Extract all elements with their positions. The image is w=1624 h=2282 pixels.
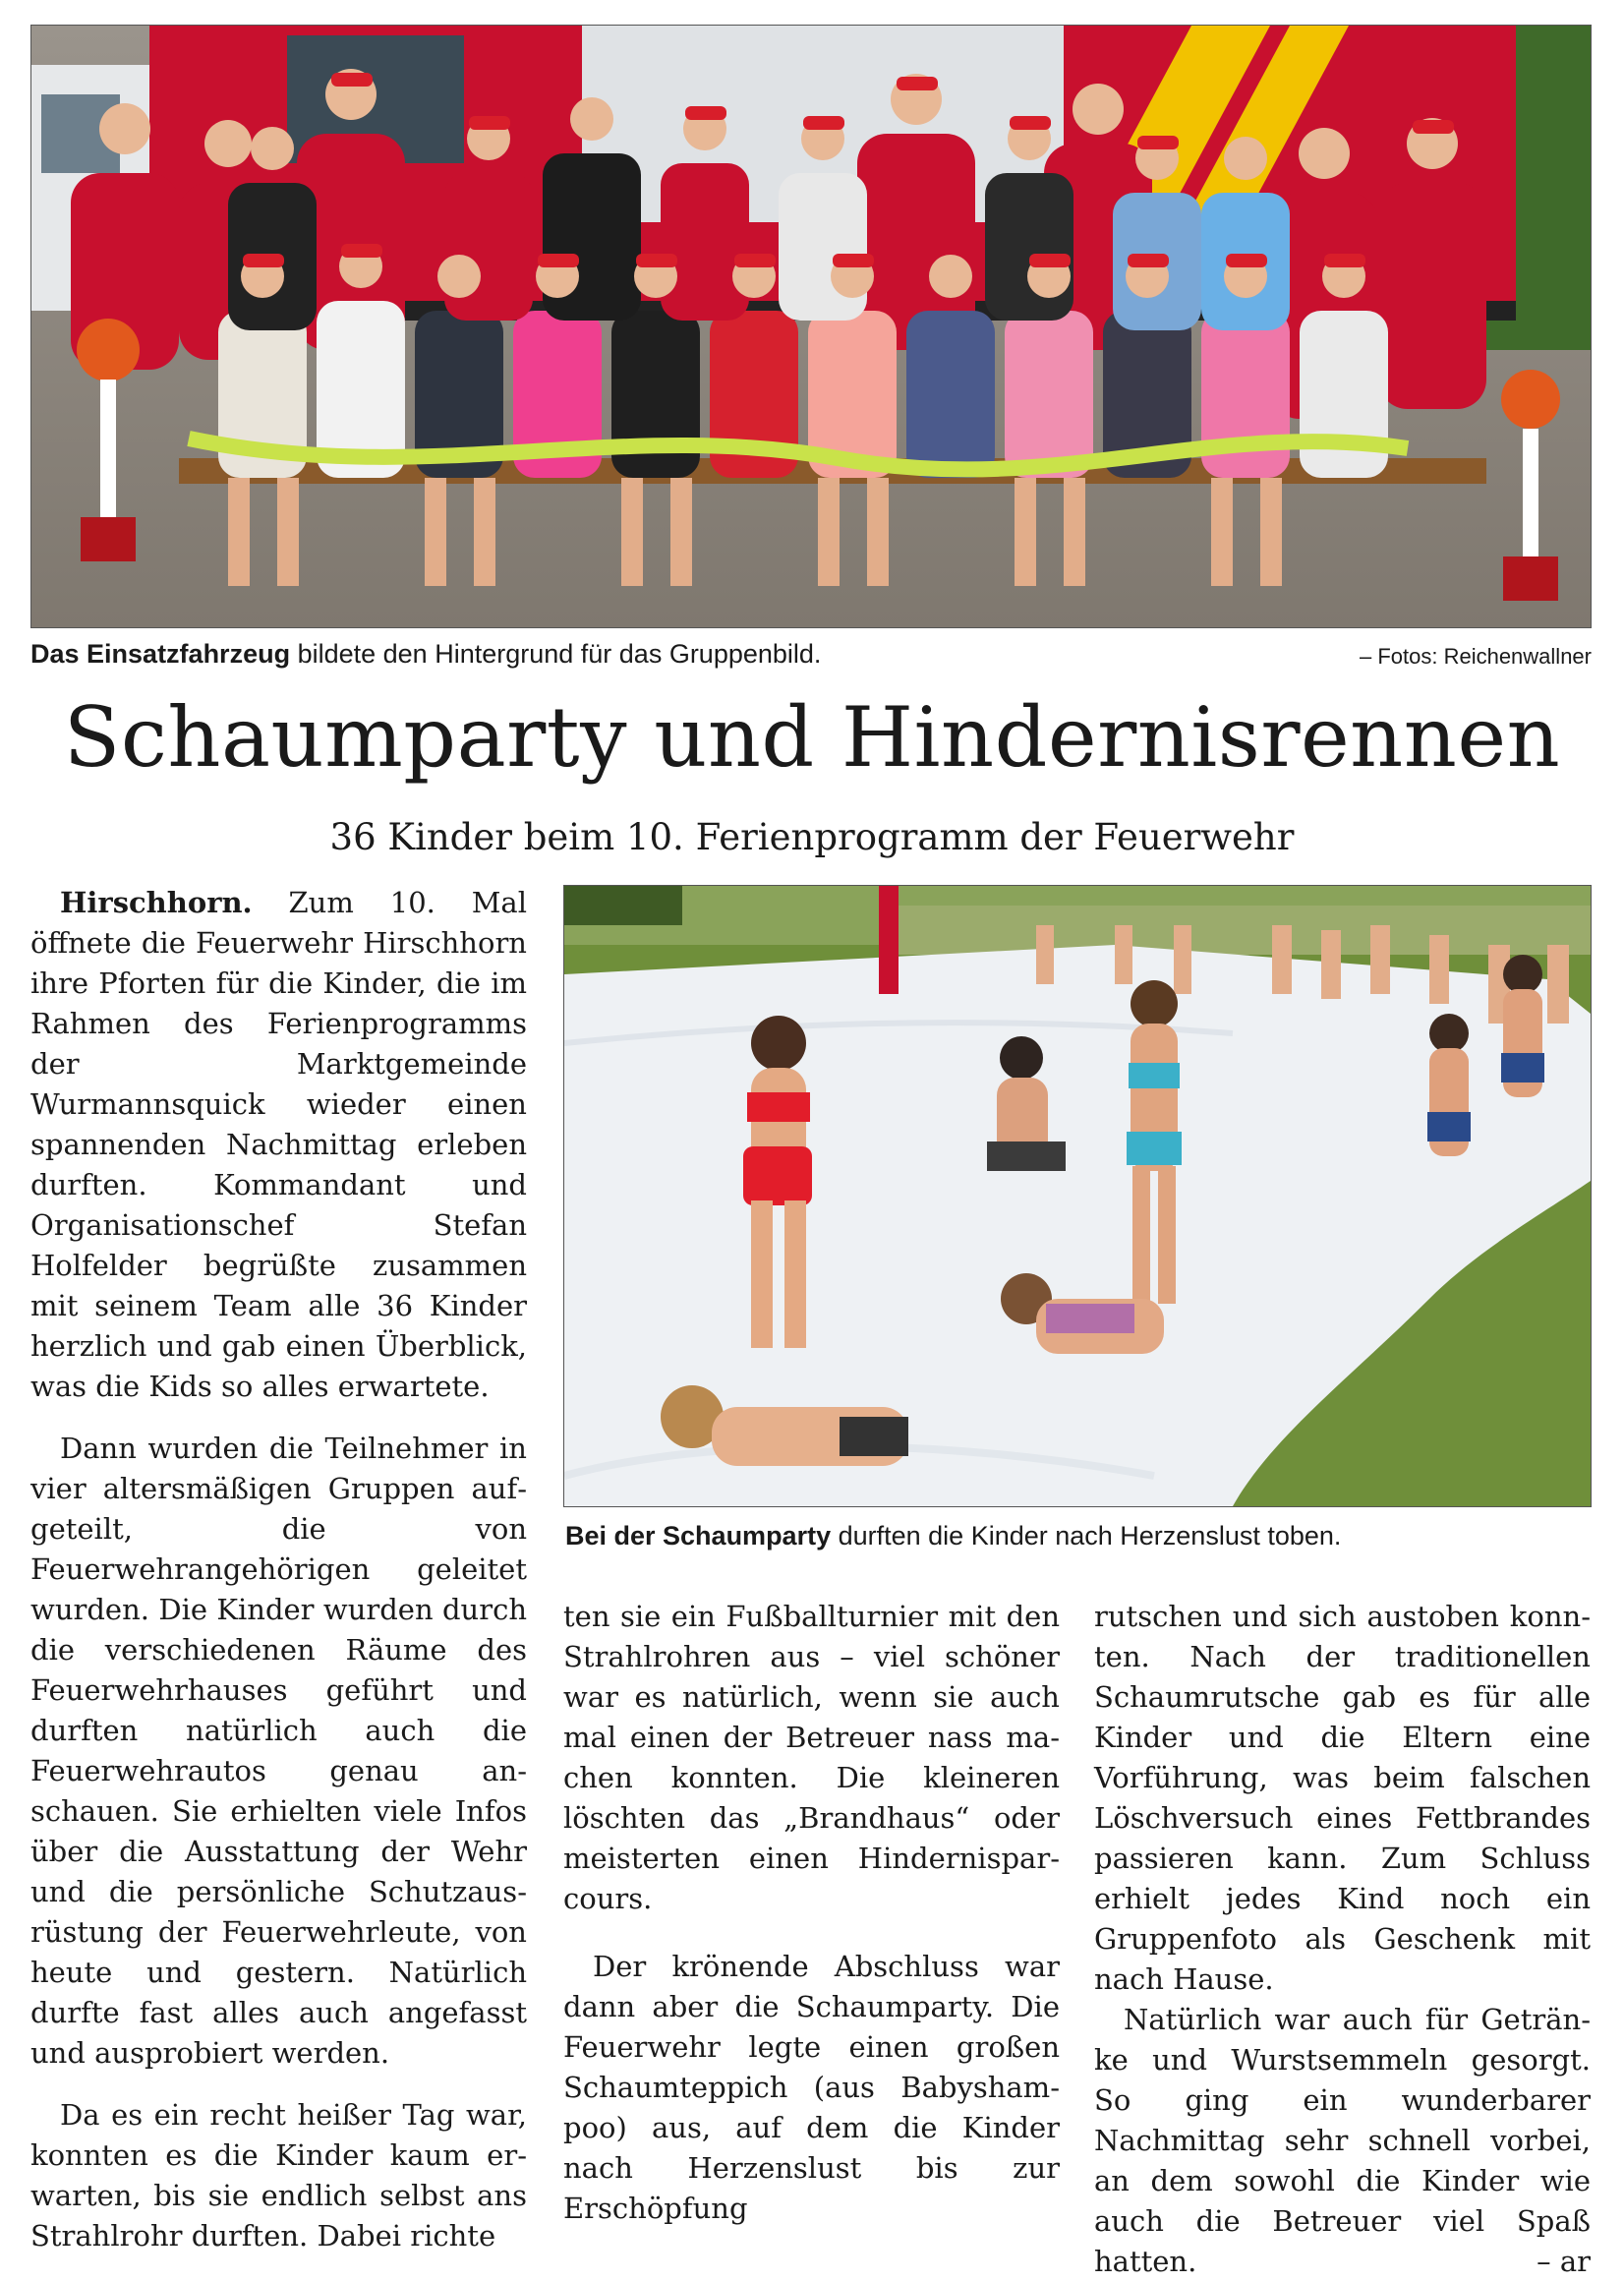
subheadline: 36 Kinder beim 10. Ferienprogramm der Feuerwehr [329, 816, 1295, 858]
author-signature: – ar [1537, 2245, 1591, 2278]
group-photo-caption-text: bildete den Hintergrund für das Gruppenbild. [290, 639, 822, 669]
headline: Schaumparty und Hindernisrennen [63, 689, 1561, 786]
foam-photo-caption [565, 1519, 1341, 1552]
group-photo-caption [30, 637, 821, 671]
foam-party-photo [563, 885, 1592, 1507]
article-paragraph: Da es ein recht heißer Tag war, konnten es die Kinder kaum erwarten, bis sie endlich selbst ans Strahlrohr durften. Dabei richte [30, 2098, 527, 2253]
article-paragraph: Dann wurden die Teilnehmer in vier altersmäßigen Gruppen aufgeteilt, die von Feuerwehrangehörigen geleitet wurden. Die Kinder wurden durch die verschiedenen Räume des Feuerwehrhauses geführt und durften natürlich auch die Feuerwehrautos genau anschauen. Sie erhielten viele Infos über die Ausstattung der Wehr und die persönliche Schutzausrüstung der Feuerwehrleute, von heute und gestern. Natürlich durfte fast alles auch angefasst und ausprobiert werden. [30, 1432, 527, 2070]
foam-photo-caption-bold: Bei der Schaumparty [565, 1521, 832, 1551]
article-text: Zum 10. Mal öffnete die Feuerwehr Hirschhorn ihre Pforten für die Kinder, die im Rahmen des Ferienprogramms der Marktgemeinde Wurmannsquick wieder einen spannenden Nachmittag erleben durften. Kommandant und Organisationschef Stefan Holfelder begrüßte zusammen mit seinem Team alle 36 Kinder herzlich und gab einen Überblick, was die Kids so alles erwartete. [30, 886, 527, 1403]
article-paragraph: Der krönende Abschluss war dann aber die Schaumparty. Die Feuerwehr legte einen großen Schaumteppich (aus Babyshampoo) aus, auf dem die Kinder nach Herzenslust bis zur Erschöpfung [563, 1950, 1060, 2225]
group-photo-illustration [31, 26, 1591, 627]
article-column-1 [30, 883, 527, 2256]
article-paragraph [30, 883, 527, 1407]
foam-party-illustration [564, 886, 1591, 1506]
article-text: Natürlich war auch für Getränke und Wurstsemmeln gesorgt. So ging ein wunderbarer Nachmittag sehr schnell vorbei, an dem sowohl die Kinder wie auch die Betreuer viel Spaß hatten. [1094, 2003, 1591, 2278]
article-dateline: Hirschhorn. [60, 886, 253, 919]
article-paragraph: rutschen und sich austoben konnten. Nach der traditionellen Schaumrutsche gab es für alle Kinder und die Eltern eine Vorführung, was beim falschen Löschversuch eines Fettbrandes passieren kann. Zum Schluss erhielt jedes Kind noch ein Gruppenfoto als Geschenk mit nach Hause. [1094, 1600, 1591, 1996]
group-photo-caption-bold: Das Einsatzfahrzeug [30, 639, 291, 669]
article-column-2 [563, 1597, 1060, 2229]
photo-credit: – Fotos: Reichenwallner [1359, 644, 1592, 669]
foam-photo-caption-text: durften die Kinder nach Herzenslust toben. [831, 1521, 1342, 1551]
article-column-3 [1094, 1597, 1591, 2282]
article-paragraph [1094, 2000, 1591, 2282]
article-paragraph: ten sie ein Fußballturnier mit den Strahlrohren aus – viel schöner war es natürlich, wenn sie auch mal einen der Betreuer nass machen konnten. Die kleineren löschten das „Brandhaus“ oder meisterten einen Hindernisparcours. [563, 1600, 1060, 1915]
group-photo [30, 25, 1592, 628]
